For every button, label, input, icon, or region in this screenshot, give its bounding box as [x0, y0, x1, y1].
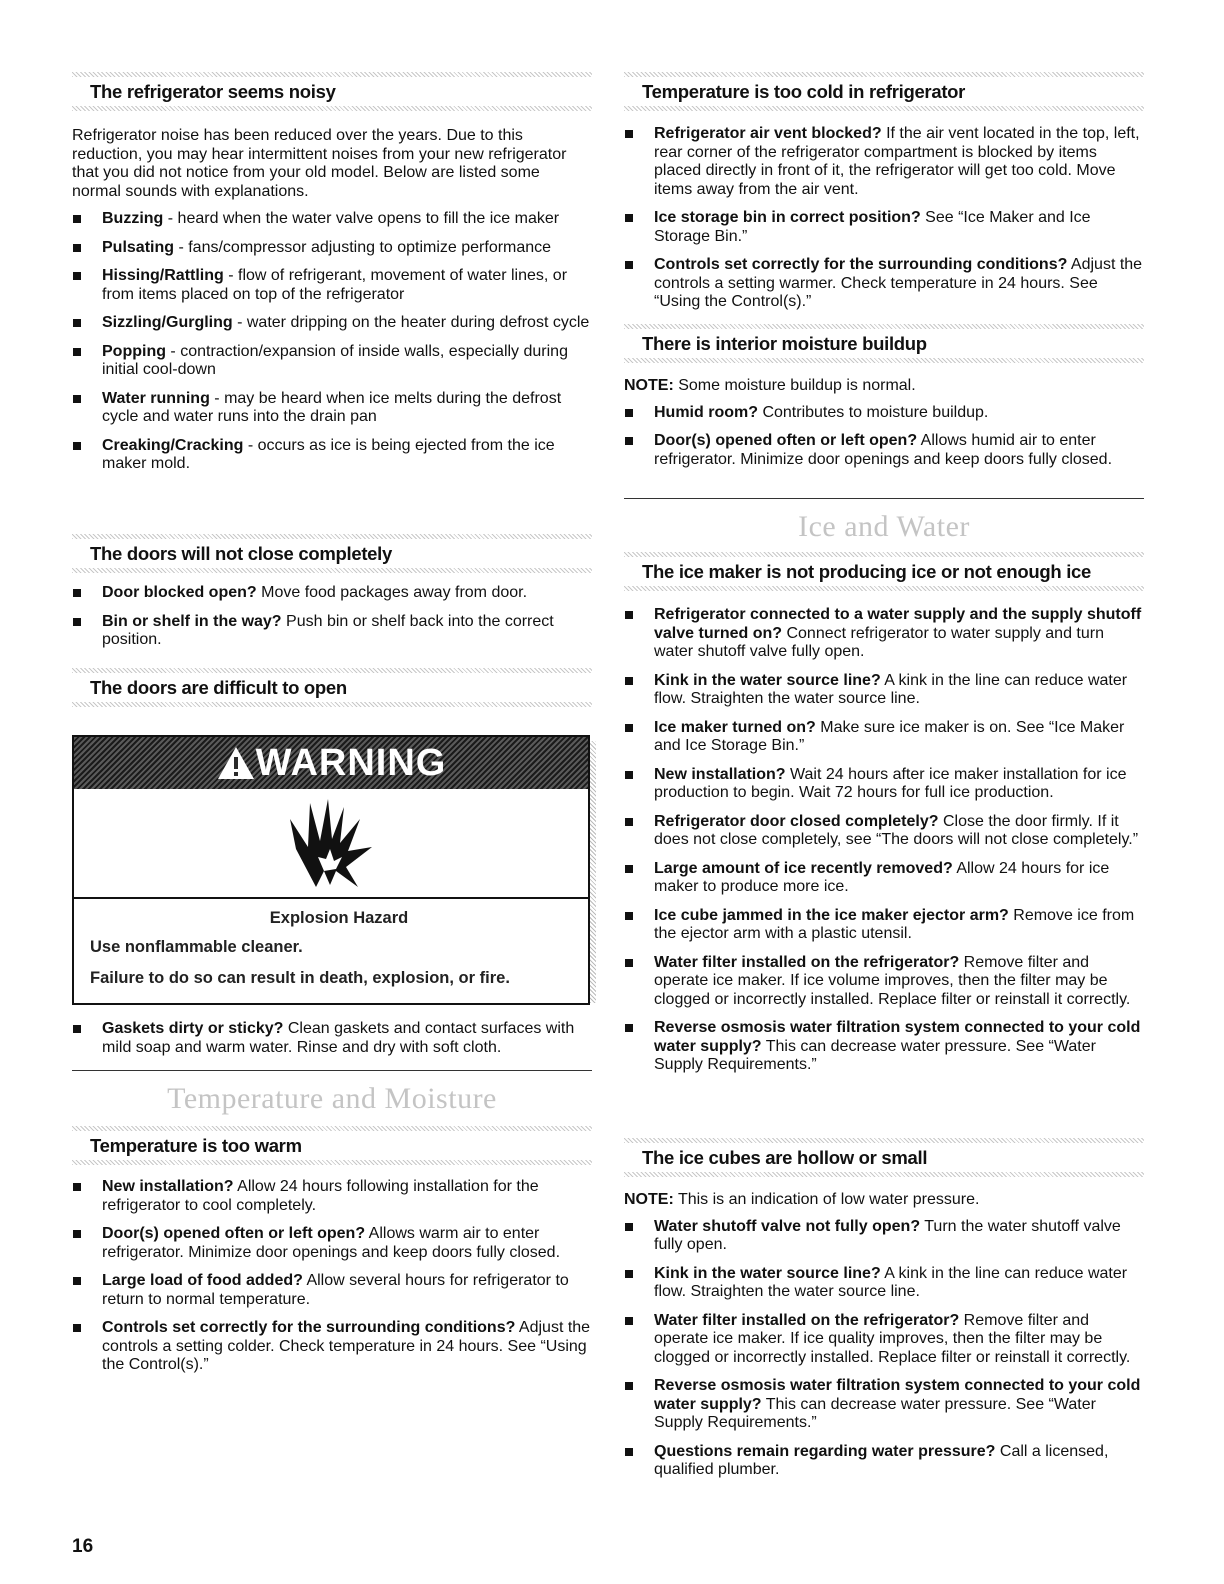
warning-box	[72, 735, 590, 1005]
bullet-list	[624, 1218, 1144, 1480]
bullet-list	[72, 584, 592, 650]
list-item: Ice maker turned on? Make sure ice maker is on. See “Ice Maker and Ice Storage Bin.”	[624, 719, 1144, 756]
warning-heading: WARNING	[255, 741, 447, 784]
section-not-producing	[624, 552, 1144, 1085]
list-item: New installation? Wait 24 hours after ice maker installation for ice production to begin. Wait 72 hours for full ice production.	[624, 766, 1144, 803]
list-item: Pulsating - fans/compressor adjusting to optimize performance	[72, 239, 592, 258]
bullet-list	[624, 606, 1144, 1075]
bullet-list	[624, 404, 1144, 470]
list-item: Popping - contraction/expansion of inside walls, especially during initial cool-down	[72, 343, 592, 380]
list-item: Reverse osmosis water filtration system connected to your cold water supply? This can decrease water pressure. See “Water Supply Requirements.”	[624, 1019, 1144, 1075]
explosion-icon	[286, 797, 376, 889]
section-title: The ice cubes are hollow or small	[642, 1147, 928, 1168]
warning-header	[74, 737, 588, 789]
list-item: Refrigerator air vent blocked? If the air vent located in the top, left, rear corner of the refrigerator compartment is blocked by items placed directly in front of it, the refrigerator will get too cold. Move items away from the air vent.	[624, 125, 1144, 199]
list-item: Reverse osmosis water filtration system connected to your cold water supply? This can decrease water pressure. See “Water Supply Requirements.”	[624, 1377, 1144, 1433]
hazard-title: Explosion Hazard	[269, 909, 409, 927]
list-item: Sizzling/Gurgling - water dripping on the heater during defrost cycle	[72, 314, 592, 333]
list-item: Bin or shelf in the way? Push bin or shelf back into the correct position.	[72, 613, 592, 650]
list-item: Refrigerator connected to a water supply and the supply shutoff valve turned on? Connect refrigerator to water supply and turn water shutoff valve fully open.	[624, 606, 1144, 662]
warning-line: Use nonflammable cleaner.	[90, 938, 303, 956]
list-item: Large load of food added? Allow several hours for refrigerator to return to normal temperature.	[72, 1272, 592, 1309]
bullet-list	[72, 1178, 592, 1375]
note: NOTE: Some moisture buildup is normal.	[624, 377, 916, 394]
list-item: Door(s) opened often or left open? Allows warm air to enter refrigerator. Minimize door openings and keep doors fully closed.	[72, 1225, 592, 1262]
note: NOTE: This is an indication of low water pressure.	[624, 1191, 980, 1208]
category-title: Ice and Water	[798, 510, 970, 543]
bullet-list	[624, 125, 1144, 312]
list-item: Buzzing - heard when the water valve opens to fill the ice maker	[72, 210, 592, 229]
list-item: Water filter installed on the refrigerator? Remove filter and operate ice maker. If ice quality improves, then the filter may be clogged or incorrectly installed. Replace filter or reinstall it correctly.	[624, 1312, 1144, 1368]
divider	[72, 1070, 592, 1071]
section-gaskets	[72, 1020, 592, 1067]
page-number: 16	[72, 1536, 94, 1557]
section-hollow	[624, 1138, 1144, 1490]
section-noisy	[72, 72, 592, 484]
list-item: Gaskets dirty or sticky? Clean gaskets and contact surfaces with mild soap and warm water. Rinse and dry with soft cloth.	[72, 1020, 592, 1057]
section-title: The doors will not close completely	[90, 543, 393, 564]
section-title: There is interior moisture buildup	[642, 333, 927, 354]
list-item: Kink in the water source line? A kink in the line can reduce water flow. Straighten the water source line.	[624, 672, 1144, 709]
section-doors-open	[72, 668, 592, 707]
section-moisture	[624, 324, 1144, 479]
section-too-cold	[624, 72, 1144, 322]
category-title: Temperature and Moisture	[167, 1082, 497, 1115]
list-item: Door blocked open? Move food packages away from door.	[72, 584, 592, 603]
list-item: Water shutoff valve not fully open? Turn the water shutoff valve fully open.	[624, 1218, 1144, 1255]
list-item: Ice storage bin in correct position? See “Ice Maker and Ice Storage Bin.”	[624, 209, 1144, 246]
list-item: Creaking/Cracking - occurs as ice is being ejected from the ice maker mold.	[72, 437, 592, 474]
warning-line: Failure to do so can result in death, explosion, or fire.	[90, 969, 510, 987]
section-too-warm	[72, 1126, 592, 1385]
list-item: Kink in the water source line? A kink in the line can reduce water flow. Straighten the water source line.	[624, 1265, 1144, 1302]
section-doors-close	[72, 534, 592, 660]
list-item: Humid room? Contributes to moisture buildup.	[624, 404, 1144, 423]
warning-triangle-icon	[216, 745, 256, 781]
list-item: Controls set correctly for the surrounding conditions? Adjust the controls a setting warmer. Check temperature in 24 hours. See “Using the Control(s).”	[624, 256, 1144, 312]
list-item: Controls set correctly for the surrounding conditions? Adjust the controls a setting colder. Check temperature in 24 hours. See “Using the Control(s).”	[72, 1319, 592, 1375]
section-title: The refrigerator seems noisy	[90, 81, 336, 102]
list-item: Water filter installed on the refrigerator? Remove filter and operate ice maker. If ice volume improves, then the filter may be clogged or incorrectly installed. Replace filter or reinstall it correctly.	[624, 954, 1144, 1010]
section-title: Temperature is too warm	[90, 1135, 302, 1156]
bullet-list	[72, 210, 592, 474]
list-item: New installation? Allow 24 hours following installation for the refrigerator to cool completely.	[72, 1178, 592, 1215]
section-title: Temperature is too cold in refrigerator	[642, 81, 966, 102]
list-item: Refrigerator door closed completely? Close the door firmly. If it does not close completely, see “The doors will not close completely.”	[624, 813, 1144, 850]
section-title: The doors are difficult to open	[90, 677, 347, 698]
section-title: The ice maker is not producing ice or not enough ice	[642, 561, 1092, 582]
list-item: Ice cube jammed in the ice maker ejector arm? Remove ice from the ejector arm with a plastic utensil.	[624, 907, 1144, 944]
list-item: Hissing/Rattling - flow of refrigerant, movement of water lines, or from items placed on top of the refrigerator	[72, 267, 592, 304]
list-item: Questions remain regarding water pressure? Call a licensed, qualified plumber.	[624, 1443, 1144, 1480]
list-item: Door(s) opened often or left open? Allows humid air to enter refrigerator. Minimize door openings and keep doors fully closed.	[624, 432, 1144, 469]
list-item: Large amount of ice recently removed? Allow 24 hours for ice maker to produce more ice.	[624, 860, 1144, 897]
divider	[624, 498, 1144, 499]
list-item: Water running - may be heard when ice melts during the defrost cycle and water runs into the drain pan	[72, 390, 592, 427]
intro-text: Refrigerator noise has been reduced over the years. Due to this reduction, you may hear intermittent noises from your new refrigerator that you did not notice from your old model. Below are listed some normal sounds with explanations.	[72, 127, 567, 200]
